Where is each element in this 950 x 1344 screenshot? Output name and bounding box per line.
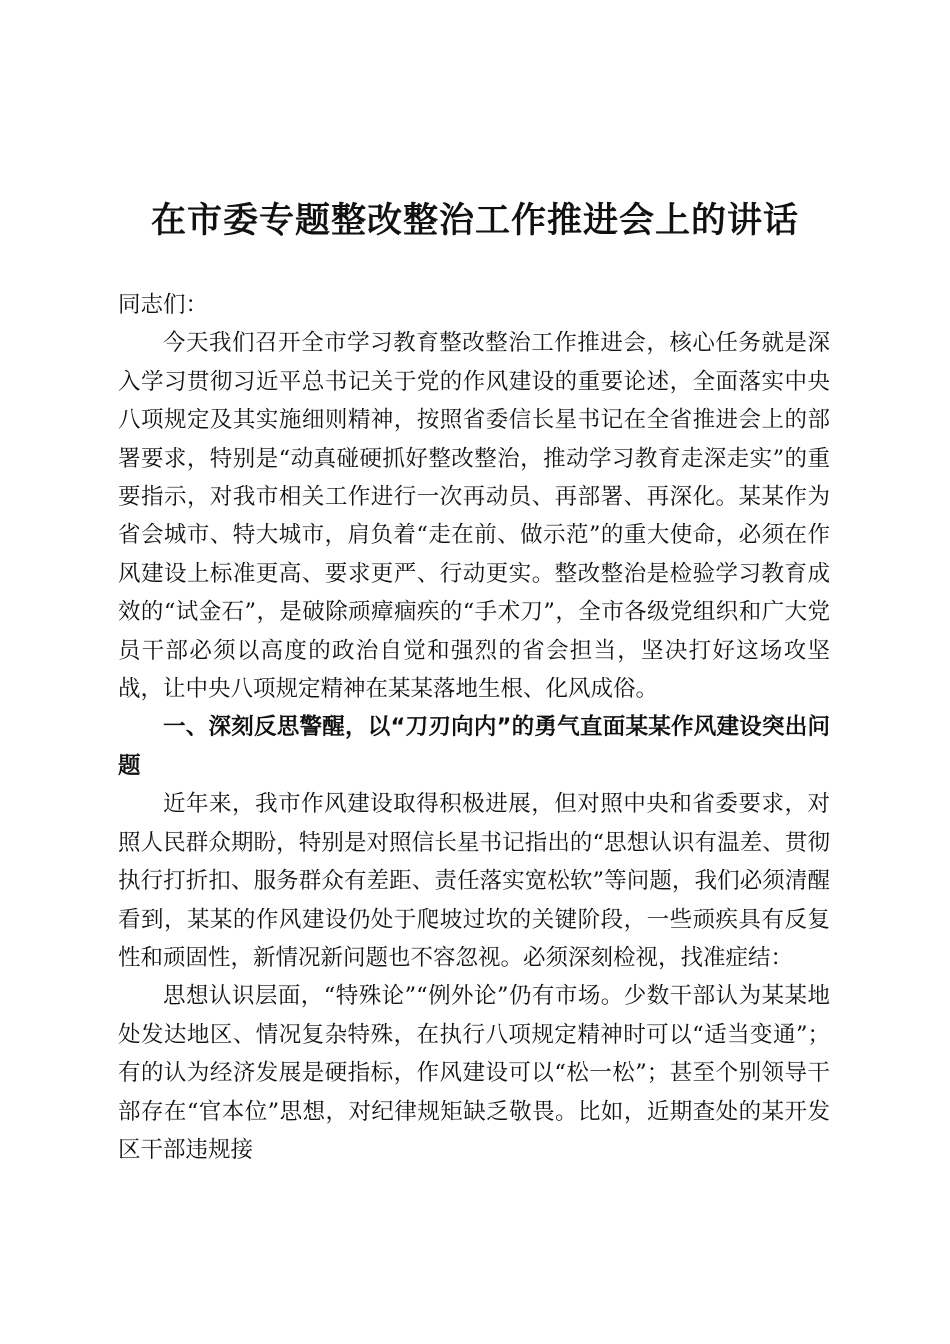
paragraph-section-1-a: 近年来，我市作风建设取得积极进展，但对照中央和省委要求，对照人民群众期盼，特别是对照信长星书记指出的“思想认识有温差、贯彻执行打折扣、服务群众有差距、责任落实宽松软”等问题，我们必须清醒看到，某某的作风建设仍处于爬坡过坎的关键阶段，一些顽疾具有反复性和顽固性，新情况新问题也不容忽视。必须深刻检视，找准症结：: [118, 791, 830, 971]
document-body: [118, 286, 830, 1169]
document-title: 在市委专题整改整治工作推进会上的讲话: [150, 200, 799, 241]
salutation: 同志们：: [118, 292, 209, 318]
paragraph-intro: 今天我们召开全市学习教育整改整治工作推进会，核心任务就是深入学习贯彻习近平总书记关于党的作风建设的重要论述，全面落实中央八项规定及其实施细则精神，按照省委信长星书记在全省推进会上的部署要求，特别是“动真碰硬抓好整改整治，推动学习教育走深走实”的重要指示，对我市相关工作进行一次再动员、再部署、再深化。某某作为省会城市、特大城市，肩负着“走在前、做示范”的重大使命，必须在作风建设上标准更高、要求更严、行动更实。整改整治是检验学习教育成效的“试金石”，是破除顽瘴痼疾的“手术刀”，全市各级党组织和广大党员干部必须以高度的政治自觉和强烈的省会担当，坚决打好这场攻坚战，让中央八项规定精神在某某落地生根、化风成俗。: [118, 330, 830, 703]
paragraph-section-1-b: 思想认识层面，“特殊论”“例外论”仍有市场。少数干部认为某某地处发达地区、情况复杂特殊，在执行八项规定精神时可以“适当变通”；有的认为经济发展是硬指标，作风建设可以“松一松”；甚至个别领导干部存在“官本位”思想，对纪律规矩缺乏敬畏。比如，近期查处的某开发区干部违规接: [118, 983, 830, 1163]
section-heading-1: 一、深刻反思警醒，以“刀刃向内”的勇气直面某某作风建设突出问题: [118, 714, 830, 779]
